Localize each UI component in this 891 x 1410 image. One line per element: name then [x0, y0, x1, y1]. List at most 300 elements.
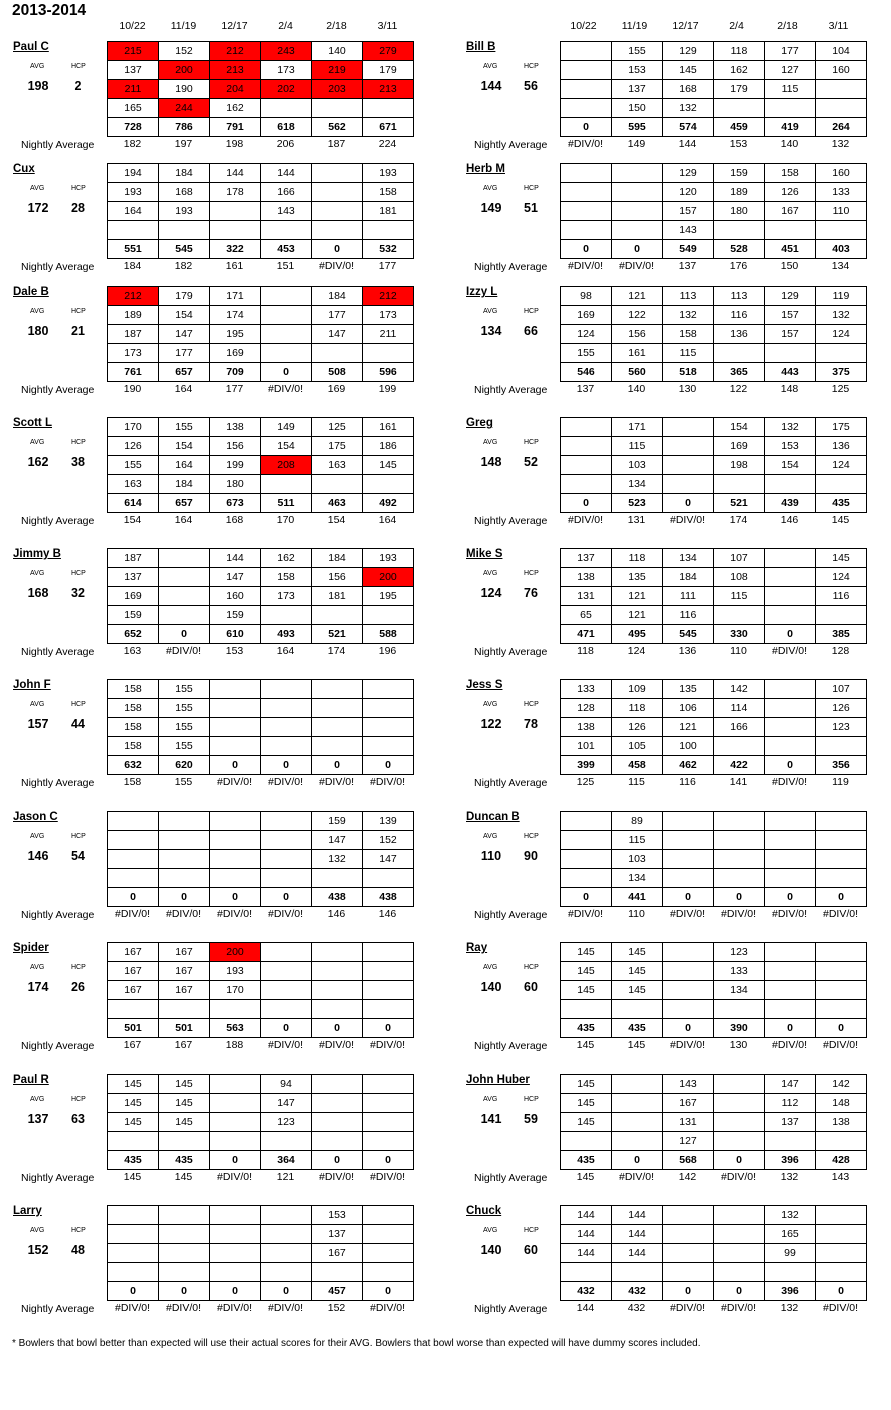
score-cell: 136: [816, 437, 867, 456]
bowler-handicap: 28: [71, 201, 85, 215]
totals-row: [108, 888, 414, 907]
total-cell: 562: [312, 118, 363, 137]
score-cell: [663, 475, 714, 494]
score-cell: 137: [765, 1113, 816, 1132]
bowler-handicap: 90: [524, 849, 538, 863]
score-cell: 168: [663, 80, 714, 99]
game-row: [561, 61, 867, 80]
score-cell: 145: [663, 61, 714, 80]
score-table: [560, 679, 867, 775]
score-cell: 150: [612, 99, 663, 118]
total-cell: 528: [714, 240, 765, 259]
nightly-average-label: Nightly Average: [474, 777, 548, 789]
score-cell: 145: [561, 981, 612, 1000]
score-cell: [561, 99, 612, 118]
score-cell: [816, 80, 867, 99]
score-cell: [816, 850, 867, 869]
bowler-handicap: 32: [71, 586, 85, 600]
avg-label: AVG: [30, 185, 45, 192]
score-cell: 118: [612, 699, 663, 718]
score-cell: 113: [663, 287, 714, 306]
game-row: [561, 1113, 867, 1132]
score-cell: [363, 737, 414, 756]
bowler-handicap: 54: [71, 849, 85, 863]
date-header: 12/17: [221, 20, 248, 32]
score-cell: 104: [816, 42, 867, 61]
score-cell: 158: [363, 183, 414, 202]
hcp-label: HCP: [524, 1227, 539, 1234]
bowler-name: Izzy L: [466, 286, 498, 298]
score-cell: [312, 981, 363, 1000]
score-cell: 145: [561, 962, 612, 981]
total-cell: 0: [312, 1019, 363, 1038]
nightly-average-value: 134: [831, 260, 850, 272]
score-cell: [765, 606, 816, 625]
score-cell: 134: [612, 869, 663, 888]
game-row: [108, 737, 414, 756]
game-row: [561, 549, 867, 568]
nightly-average-value: 118: [577, 645, 594, 657]
score-cell: [261, 475, 312, 494]
score-cell: [765, 812, 816, 831]
game-row: [108, 850, 414, 869]
score-cell: 160: [816, 61, 867, 80]
score-cell: [363, 1113, 414, 1132]
score-cell: 158: [663, 325, 714, 344]
score-cell: 153: [312, 1206, 363, 1225]
hcp-label: HCP: [71, 439, 86, 446]
total-cell: 428: [816, 1151, 867, 1170]
bowler-average: 152: [27, 1243, 49, 1257]
score-cell: 121: [612, 287, 663, 306]
nightly-average-value: 154: [123, 514, 142, 526]
score-cell: 138: [561, 718, 612, 737]
score-cell: [261, 699, 312, 718]
bowler-average: 134: [480, 324, 502, 338]
score-cell: [363, 99, 414, 118]
score-cell: [816, 1263, 867, 1282]
bowler-handicap: 38: [71, 455, 85, 469]
score-cell: [714, 850, 765, 869]
score-cell: [612, 1000, 663, 1019]
nightly-average-value: #DIV/0!: [369, 1039, 406, 1051]
score-cell: 180: [714, 202, 765, 221]
score-cell: 145: [363, 456, 414, 475]
score-cell: 154: [159, 306, 210, 325]
score-cell: [363, 1075, 414, 1094]
score-cell: 193: [159, 202, 210, 221]
score-cell: 186: [363, 437, 414, 456]
score-cell: 145: [159, 1113, 210, 1132]
game-row: [108, 1206, 414, 1225]
score-cell: [261, 680, 312, 699]
score-cell: 126: [108, 437, 159, 456]
total-cell: 432: [612, 1282, 663, 1301]
nightly-average-value: 150: [780, 260, 799, 272]
score-cell: [312, 221, 363, 240]
score-cell: [210, 831, 261, 850]
avg-label: AVG: [483, 570, 498, 577]
total-cell: 0: [714, 888, 765, 907]
bowler-name: Dale B: [13, 286, 49, 298]
score-cell: [816, 344, 867, 363]
score-cell: [210, 221, 261, 240]
hcp-label: HCP: [71, 833, 86, 840]
score-cell: 131: [561, 587, 612, 606]
hcp-label: HCP: [524, 1096, 539, 1103]
hcp-label: HCP: [524, 63, 539, 70]
score-cell: 139: [363, 812, 414, 831]
score-cell: 147: [765, 1075, 816, 1094]
score-cell: [561, 831, 612, 850]
score-cell: 98: [561, 287, 612, 306]
score-cell: [612, 221, 663, 240]
score-cell: [261, 325, 312, 344]
nightly-average-value: #DIV/0!: [267, 1039, 304, 1051]
game-row: [561, 306, 867, 325]
score-cell: [363, 1132, 414, 1151]
total-cell: 657: [159, 363, 210, 382]
nightly-average-value: #DIV/0!: [771, 1039, 808, 1051]
nightly-average-value: #DIV/0!: [669, 908, 706, 920]
score-cell: [159, 1244, 210, 1263]
nightly-average-value: 110: [730, 645, 747, 657]
score-cell: [765, 869, 816, 888]
score-cell: 165: [108, 99, 159, 118]
score-cell: [159, 221, 210, 240]
score-cell: 137: [612, 80, 663, 99]
score-cell: [312, 164, 363, 183]
date-header: 11/19: [621, 20, 648, 32]
score-cell: [210, 737, 261, 756]
avg-label: AVG: [483, 63, 498, 70]
score-cell: [363, 1094, 414, 1113]
bowler-name: Scott L: [13, 417, 52, 429]
game-row: [108, 981, 414, 1000]
nightly-average-value: 144: [576, 1302, 595, 1314]
score-cell: 125: [312, 418, 363, 437]
score-cell: [312, 202, 363, 221]
score-cell: [561, 80, 612, 99]
nightly-average-value: 145: [576, 1171, 595, 1183]
score-cell: [312, 99, 363, 118]
score-cell: 121: [612, 606, 663, 625]
game-row: [561, 962, 867, 981]
total-cell: 356: [816, 756, 867, 775]
score-cell: [714, 1132, 765, 1151]
score-cell: 153: [765, 437, 816, 456]
score-cell: 107: [714, 549, 765, 568]
bowler-card: [466, 811, 886, 929]
score-cell: [312, 344, 363, 363]
score-cell: 128: [561, 699, 612, 718]
total-cell: 786: [159, 118, 210, 137]
score-cell: 94: [261, 1075, 312, 1094]
nightly-average-value: 196: [378, 645, 397, 657]
score-cell: [108, 221, 159, 240]
score-cell: 121: [612, 587, 663, 606]
game-row: [108, 306, 414, 325]
score-cell: 215: [108, 42, 159, 61]
nightly-average-value: 161: [225, 260, 244, 272]
score-cell: 155: [159, 718, 210, 737]
score-cell: [363, 680, 414, 699]
nightly-average-value: 197: [174, 138, 193, 150]
game-row: [108, 287, 414, 306]
score-cell: 155: [561, 344, 612, 363]
nightly-average-value: 152: [327, 1302, 346, 1314]
game-row: [108, 456, 414, 475]
score-cell: [363, 1000, 414, 1019]
nightly-average-value: 432: [627, 1302, 646, 1314]
hcp-label: HCP: [524, 964, 539, 971]
nightly-average-value: 121: [276, 1171, 295, 1183]
score-cell: [663, 869, 714, 888]
game-row: [108, 549, 414, 568]
score-cell: 152: [363, 831, 414, 850]
total-cell: 560: [612, 363, 663, 382]
score-cell: [663, 1263, 714, 1282]
nightly-average-value: 132: [831, 138, 850, 150]
score-cell: [561, 812, 612, 831]
score-cell: [159, 1206, 210, 1225]
total-cell: 443: [765, 363, 816, 382]
game-row: [561, 99, 867, 118]
bowler-average: 180: [27, 324, 49, 338]
score-cell: 171: [210, 287, 261, 306]
score-cell: 101: [561, 737, 612, 756]
score-cell: 127: [663, 1132, 714, 1151]
score-cell: 211: [363, 325, 414, 344]
score-cell: [210, 1094, 261, 1113]
total-cell: 439: [765, 494, 816, 513]
nightly-average-value: 176: [729, 260, 748, 272]
nightly-average-value: 206: [276, 138, 295, 150]
bowler-card: [466, 942, 886, 1060]
nightly-average-value: 170: [276, 514, 295, 526]
score-cell: 212: [363, 287, 414, 306]
score-cell: 132: [663, 306, 714, 325]
nightly-average-value: 145: [627, 1039, 646, 1051]
score-cell: [108, 850, 159, 869]
total-cell: 0: [765, 888, 816, 907]
score-cell: [765, 344, 816, 363]
nightly-average-value: #DIV/0!: [165, 645, 202, 657]
hcp-label: HCP: [71, 701, 86, 708]
score-cell: 193: [363, 549, 414, 568]
total-cell: 0: [765, 625, 816, 644]
total-cell: 501: [159, 1019, 210, 1038]
score-cell: 133: [816, 183, 867, 202]
score-cell: [312, 699, 363, 718]
score-cell: [765, 718, 816, 737]
score-cell: 179: [363, 61, 414, 80]
nightly-average-value: #DIV/0!: [216, 1302, 253, 1314]
score-cell: [363, 1263, 414, 1282]
date-header: 11/19: [170, 20, 197, 32]
date-header: 10/22: [570, 20, 597, 32]
score-cell: [663, 456, 714, 475]
score-table: [560, 163, 867, 259]
score-cell: [363, 221, 414, 240]
total-cell: 0: [261, 1019, 312, 1038]
score-cell: 144: [612, 1225, 663, 1244]
avg-label: AVG: [30, 439, 45, 446]
total-cell: 0: [261, 363, 312, 382]
nightly-average-value: #DIV/0!: [669, 1039, 706, 1051]
total-cell: 438: [312, 888, 363, 907]
total-cell: 495: [612, 625, 663, 644]
total-cell: 620: [159, 756, 210, 775]
score-cell: 144: [210, 549, 261, 568]
game-row: [561, 699, 867, 718]
nightly-average-value: 110: [628, 908, 645, 920]
total-cell: 451: [765, 240, 816, 259]
nightly-average-value: 143: [831, 1171, 850, 1183]
score-cell: 184: [312, 287, 363, 306]
total-cell: 521: [714, 494, 765, 513]
nightly-average-value: 224: [378, 138, 397, 150]
score-cell: [108, 1000, 159, 1019]
score-cell: 163: [312, 456, 363, 475]
bowler-average: 124: [480, 586, 502, 600]
score-cell: 159: [714, 164, 765, 183]
score-cell: [363, 1225, 414, 1244]
nightly-average-label: Nightly Average: [474, 261, 548, 273]
nightly-average-label: Nightly Average: [474, 384, 548, 396]
bowler-name: John Huber: [466, 1074, 530, 1086]
nightly-average-value: 184: [123, 260, 142, 272]
nightly-average-value: #DIV/0!: [822, 908, 859, 920]
score-cell: 177: [159, 344, 210, 363]
score-table: [107, 41, 414, 137]
score-cell: [663, 1225, 714, 1244]
score-cell: [714, 1263, 765, 1282]
score-cell: [210, 1263, 261, 1282]
avg-label: AVG: [30, 964, 45, 971]
score-cell: 135: [663, 680, 714, 699]
score-cell: 154: [765, 456, 816, 475]
total-cell: 0: [663, 494, 714, 513]
score-cell: 154: [714, 418, 765, 437]
game-row: [108, 418, 414, 437]
score-cell: 194: [108, 164, 159, 183]
nightly-average-value: 190: [123, 383, 142, 395]
hcp-label: HCP: [71, 185, 86, 192]
score-cell: [765, 737, 816, 756]
score-cell: 193: [210, 962, 261, 981]
score-cell: 99: [765, 1244, 816, 1263]
score-cell: 243: [261, 42, 312, 61]
nightly-average-value: 130: [729, 1039, 748, 1051]
score-cell: [312, 1000, 363, 1019]
page-title: 2013-2014: [12, 2, 87, 19]
score-cell: 158: [261, 568, 312, 587]
nightly-average-value: #DIV/0!: [369, 1171, 406, 1183]
bowler-card: [466, 41, 886, 159]
score-cell: 179: [159, 287, 210, 306]
bowler-name: Jimmy B: [13, 548, 61, 560]
score-cell: 134: [714, 981, 765, 1000]
score-cell: [816, 475, 867, 494]
bowler-average: 148: [480, 455, 502, 469]
score-table: [560, 942, 867, 1038]
score-cell: [261, 1244, 312, 1263]
score-cell: 144: [612, 1206, 663, 1225]
bowler-average: 110: [480, 849, 502, 863]
game-row: [561, 587, 867, 606]
total-cell: 435: [612, 1019, 663, 1038]
score-cell: 148: [816, 1094, 867, 1113]
nightly-average-value: 137: [576, 383, 595, 395]
nightly-average-value: 125: [576, 776, 595, 788]
bowler-card: [13, 1074, 433, 1192]
score-cell: 190: [159, 80, 210, 99]
total-cell: 0: [363, 1019, 414, 1038]
total-cell: 458: [612, 756, 663, 775]
score-cell: 169: [108, 587, 159, 606]
totals-row: [561, 1151, 867, 1170]
score-cell: 115: [714, 587, 765, 606]
game-row: [108, 1132, 414, 1151]
nightly-average-value: 177: [378, 260, 397, 272]
nightly-average-value: #DIV/0!: [318, 260, 355, 272]
score-cell: 155: [159, 699, 210, 718]
score-table: [560, 286, 867, 382]
game-row: [108, 437, 414, 456]
hcp-label: HCP: [71, 570, 86, 577]
score-cell: 145: [108, 1113, 159, 1132]
score-cell: 124: [561, 325, 612, 344]
score-cell: 115: [765, 80, 816, 99]
nightly-average-value: #DIV/0!: [567, 514, 604, 526]
score-cell: [816, 99, 867, 118]
nightly-average-value: 145: [831, 514, 850, 526]
nightly-average-value: 128: [831, 645, 850, 657]
score-cell: 112: [765, 1094, 816, 1113]
score-cell: 103: [612, 456, 663, 475]
score-cell: [816, 962, 867, 981]
nightly-average-value: 167: [174, 1039, 193, 1051]
score-cell: [210, 869, 261, 888]
score-cell: 114: [714, 699, 765, 718]
score-cell: [210, 1244, 261, 1263]
avg-label: AVG: [483, 833, 498, 840]
score-cell: 145: [159, 1075, 210, 1094]
score-cell: [714, 1094, 765, 1113]
score-table: [107, 679, 414, 775]
game-row: [108, 61, 414, 80]
score-cell: [312, 1094, 363, 1113]
total-cell: 0: [312, 1151, 363, 1170]
score-cell: 124: [816, 325, 867, 344]
score-cell: 103: [612, 850, 663, 869]
game-row: [108, 1113, 414, 1132]
score-cell: [612, 1263, 663, 1282]
score-cell: [312, 680, 363, 699]
bowler-handicap: 59: [524, 1112, 538, 1126]
total-cell: 463: [312, 494, 363, 513]
total-cell: 0: [210, 756, 261, 775]
bowler-card: [13, 417, 433, 535]
score-cell: 181: [363, 202, 414, 221]
total-cell: 0: [159, 888, 210, 907]
score-cell: 138: [210, 418, 261, 437]
score-cell: [561, 869, 612, 888]
score-cell: 175: [312, 437, 363, 456]
totals-row: [108, 756, 414, 775]
score-cell: 279: [363, 42, 414, 61]
